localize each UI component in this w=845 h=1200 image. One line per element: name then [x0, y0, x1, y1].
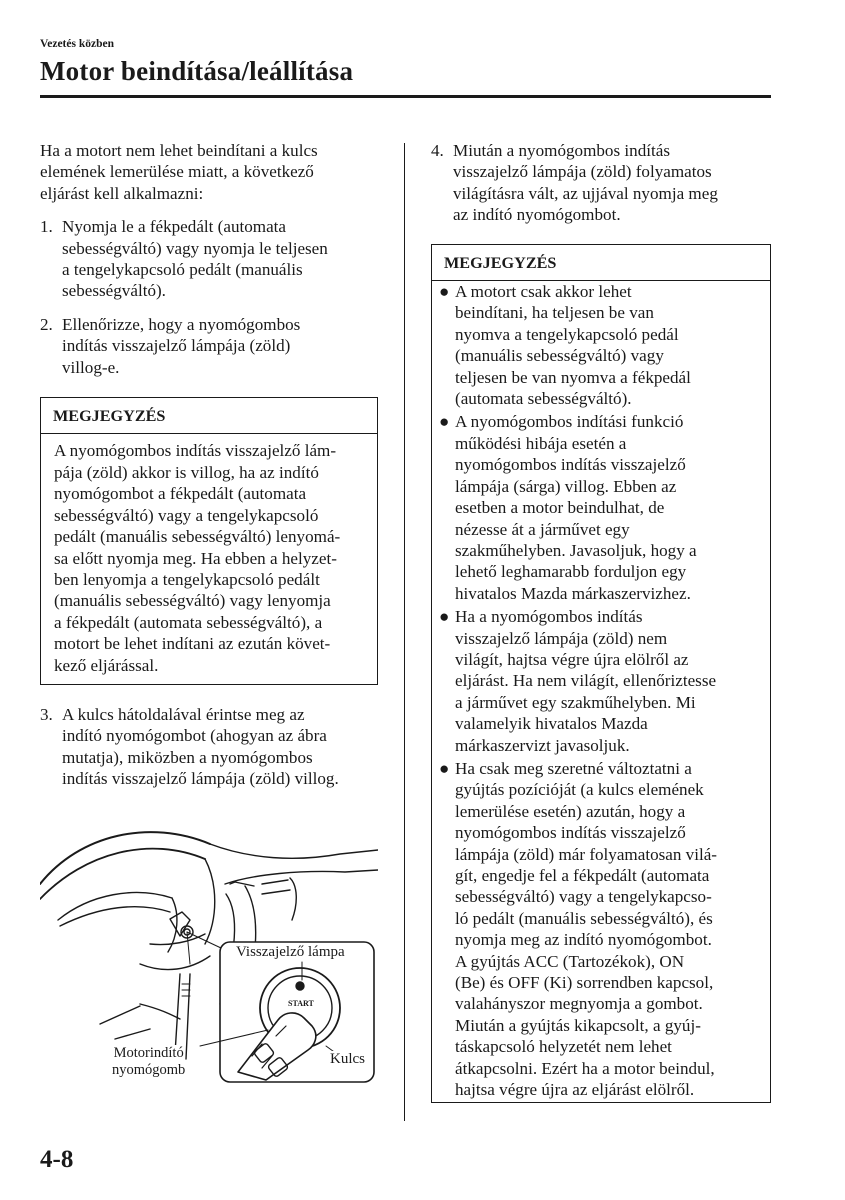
note-bullet-item	[432, 411, 770, 604]
step-number: 4.	[431, 141, 444, 160]
page-title: Motor beindítása/leállítása	[40, 56, 354, 86]
step-2	[40, 314, 378, 378]
start-button-label: START	[288, 999, 314, 1008]
note-bullet-item	[432, 758, 770, 1101]
section-label: Vezetés közben	[40, 38, 114, 50]
step-text: Nyomja le a fékpedált (automata sebességváltó) vagy nyomja le teljesen a tengelykapcsoló pedált (manuális sebességváltó).	[62, 217, 328, 301]
bullet-text: A motort csak akkor lehet beindítani, ha teljesen be van nyomva a tengelykapcsoló pedál (manuális sebességváltó) vagy teljesen be van nyomva a fékpedál (automata sebességváltó).	[455, 282, 691, 409]
step-number: 3.	[40, 704, 53, 724]
column-divider	[404, 143, 405, 1121]
note-text: A nyomógombos indítás visszajelző lám- pája (zöld) akkor is villog, ha az indító nyomógombot a fékpedált (automata sebességváltó) vagy a tengelykapcsoló pedált (manuális sebességváltó) lenyomá- sa előtt nyomja meg. Ha ebben a helyzet- ben lenyomja a tengelykapcsoló pedált (manuális sebességváltó) vagy lenyomja a fékpedált (automata sebességváltó), a motort be lehet indítani az ezután követ- kező eljárással.	[54, 441, 341, 675]
step-number: 1.	[40, 217, 53, 237]
note-heading: MEGJEGYZÉS	[41, 398, 377, 434]
bullet-text: A nyomógombos indítási funkció működési hibája esetén a nyomógombos indítás visszajelző lámpája (sárga) villog. Ebben az esetben a motor beindulhat, de nézesse át a járművet egy szakműhelyben. Javasoljuk, hogy a lehető leghamarabb forduljon egy hivatalos Mazda márkaszervizhez.	[455, 412, 697, 603]
note-box	[431, 244, 771, 1104]
note-bullet-item	[432, 281, 770, 409]
page-number: 4-8	[40, 1146, 74, 1173]
callout-indicator-lamp: Visszajelző lámpa	[236, 944, 345, 960]
bullet-dot: ●	[439, 412, 450, 432]
step-text: Miután a nyomógombos indítás visszajelző lámpája (zöld) folyamatos világításra vált, az ujjával nyomja meg az indító nyomógombot.	[453, 141, 718, 225]
left-column	[40, 140, 378, 790]
note-bullet-list	[432, 281, 770, 1100]
right-column	[431, 140, 771, 1103]
title-rule	[40, 95, 771, 98]
step-number: 2.	[40, 314, 53, 334]
bullet-dot: ●	[439, 282, 450, 302]
bullet-text: Ha csak meg szeretné változtatni a gyújtás pozícióját (a kulcs elemének lemerülése esetén) azután, hogy a nyomógombos indítás visszajelző lámpája (zöld) már folyamatosan vilá- gít, engedje fel a fékpedált (automata sebességváltó) vagy a tengelykapcso- ló pedált (manuális sebességváltó), és nyomja meg az indító nyomógombot. A gyújtás ACC (Tartozékok), ON (Be) és OFF (Ki) sorrendben kapcsol, valahányszor megnyomja a gombot. Miután a gyújtás kikapcsolt, a gyúj- táskapcsoló helyzetét nem lehet átkapcsolni. Ezért ha a motor beindul, hajtsa végre újra az eljárást elölről.	[455, 758, 717, 1100]
note-bullet-item	[432, 606, 770, 756]
step-text: Ellenőrizze, hogy a nyomógombos indítás visszajelző lámpája (zöld) villog-e.	[62, 314, 301, 377]
callout-start-button	[112, 1045, 185, 1079]
note-heading: MEGJEGYZÉS	[432, 245, 770, 281]
callout-start-button-line1: Motorindító	[113, 1045, 184, 1061]
intro-paragraph: Ha a motort nem lehet beindítani a kulcs elemének lemerülése miatt, a következő eljárást kell alkalmazni:	[40, 141, 318, 203]
bullet-dot: ●	[439, 758, 450, 778]
bullet-dot: ●	[439, 607, 450, 627]
callout-key: Kulcs	[330, 1051, 365, 1067]
step-text: A kulcs hátoldalával érintse meg az indító nyomógombot (ahogyan az ábra mutatja), miközben a nyomógombos indítás visszajelző lámpája (zöld) villog.	[62, 704, 339, 789]
step-1	[40, 216, 378, 302]
note-box	[40, 397, 378, 685]
step-3	[40, 704, 378, 790]
start-button-illustration	[40, 824, 378, 1094]
step-4	[431, 140, 771, 226]
bullet-text: Ha a nyomógombos indítás visszajelző lámpája (zöld) nem világít, hajtsa végre újra elölről az eljárást. Ha nem világít, ellenőriztesse a járművet egy szakműhelyben. Mi valamelyik hivatalos Mazda márkaszervizt javasoljuk.	[455, 607, 717, 755]
callout-start-button-line2: nyomógomb	[112, 1062, 186, 1078]
